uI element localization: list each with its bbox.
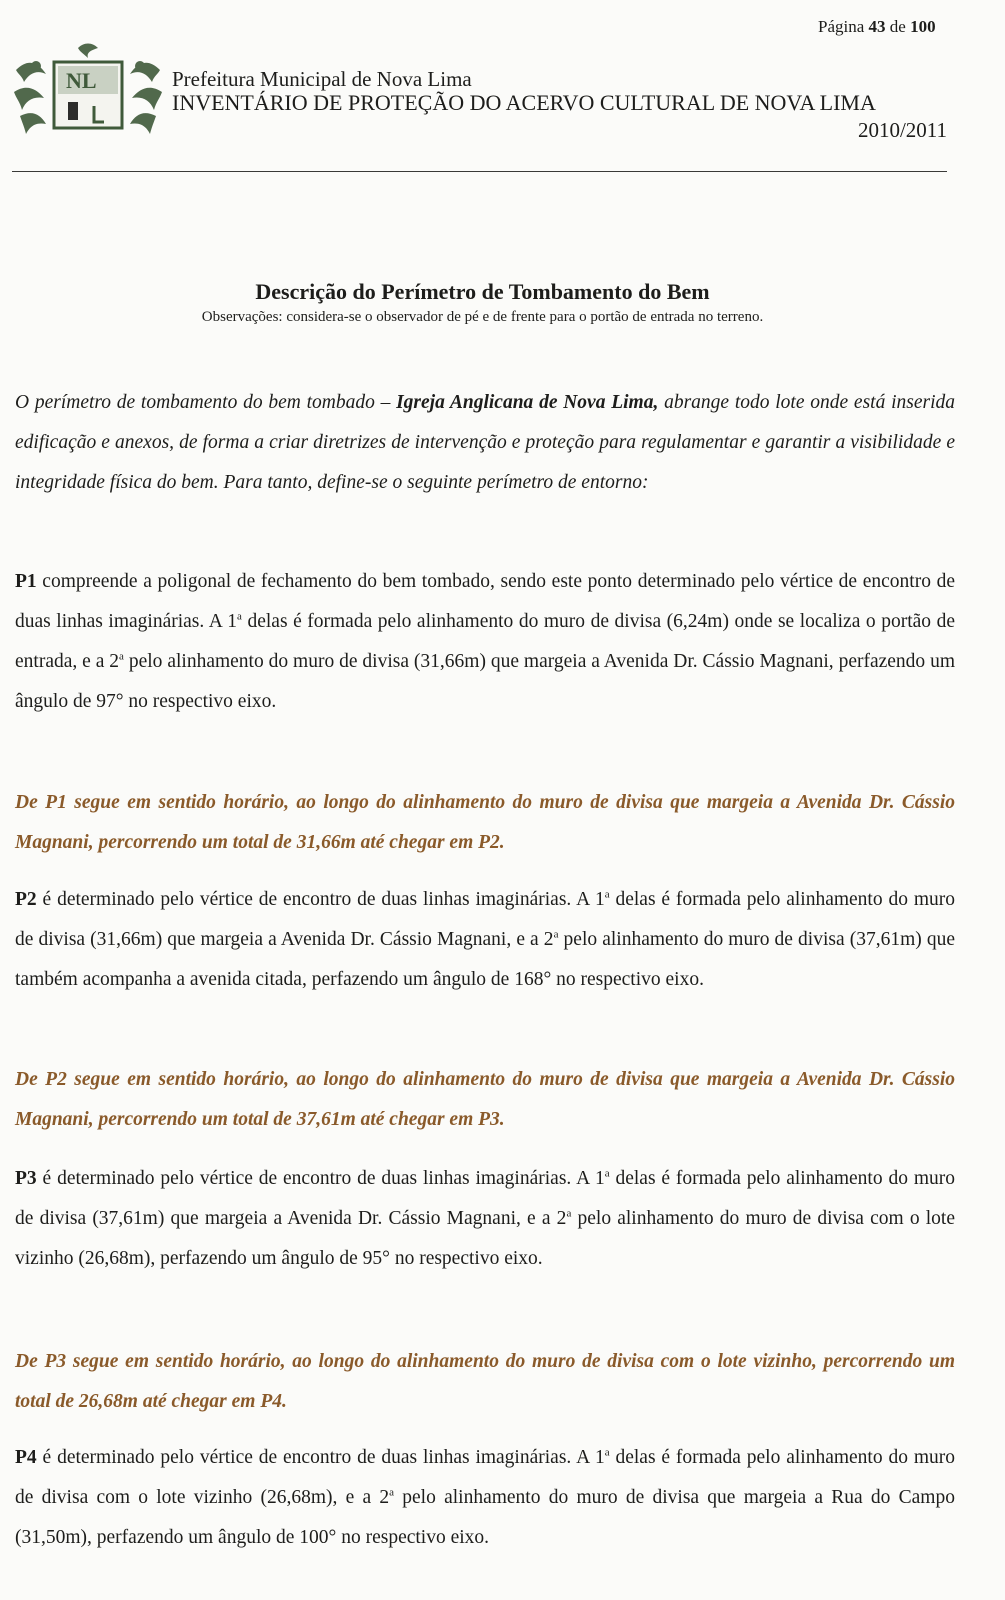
section-title: Descrição do Perímetro de Tombamento do Bem [255,279,710,304]
segment-p3-p4: De P3 segue em sentido horário, ao longo do alinhamento do muro de divisa com o lote vizinho, percorrendo um total de 26,68m até chegar em P4. [15,1351,955,1412]
header-org: Prefeitura Municipal de Nova Lima [172,67,472,91]
point-label: P3 [15,1168,37,1189]
page-number: Página 43 de 100 [818,17,936,36]
point-paragraph-p2: P2 é determinado pelo vértice de encontro de duas linhas imaginárias. A 1$^a$ delas é formada pelo alinhamento do muro de divisa (31,66m) que margeia a Avenida Dr. Cássio Magnani, e a 2$^a$ pelo alinhamento do muro de divisa (37,61m) que também acompanha a avenida citada, perfazendo um ângulo de 168° no respectivo eixo. [15,888,955,990]
intro-paragraph: O perímetro de tombamento do bem tombado – Igreja Anglicana de Nova Lima, abrange todo lote onde está inserida edificação e anexos, de forma a criar diretrizes de intervenção e proteção para regulamentar e garantir a visibilidade e integridade física do bem. Para tanto, define-se o seguinte perímetro de entorno: [15,392,956,493]
point-label: P1 [15,571,37,592]
crest-letter-n: NL [66,68,97,93]
segment-p2-p3: De P2 segue em sentido horário, ao longo do alinhamento do muro de divisa que margeia a Avenida Dr. Cássio Magnani, percorrendo um total de 37,61m até chegar em P3. [15,1069,955,1130]
segment-p1-p2: De P1 segue em sentido horário, ao longo do alinhamento do muro de divisa que margeia a Avenida Dr. Cássio Magnani, percorrendo um total de 31,66m até chegar em P2. [15,792,955,853]
header-inventory-title: INVENTÁRIO DE PROTEÇÃO DO ACERVO CULTURAL DE NOVA LIMA [172,90,876,115]
monument-name: Igreja Anglicana de Nova Lima, [396,392,659,413]
header-divider [12,171,947,172]
header-year: 2010/2011 [857,118,947,142]
point-paragraph-p3: P3 é determinado pelo vértice de encontro de duas linhas imaginárias. A 1$^a$ delas é formada pelo alinhamento do muro de divisa (37,61m) que margeia a Avenida Dr. Cássio Magnani, e a 2$^a$ pelo alinhamento do muro de divisa com o lote vizinho (26,68m), perfazendo um ângulo de 95° no respectivo eixo. [15,1167,955,1269]
section-observation: Observações: considera-se o observador de pé e de frente para o portão de entrada no terreno. [201,309,764,325]
crest-logo [8,40,168,138]
point-label: P4 [15,1447,37,1468]
point-paragraph-p1: P1 compreende a poligonal de fechamento do bem tombado, sendo este ponto determinado pelo vértice de encontro de duas linhas imaginárias. A 1$^a$ delas é formada pelo alinhamento do muro de divisa (6,24m) onde se localiza o portão de entrada, e a 2$^a$ pelo alinhamento do muro de divisa (31,66m) que margeia a Avenida Dr. Cássio Magnani, perfazendo um ângulo de 97° no respectivo eixo. [15,571,955,712]
point-paragraph-p4: P4 é determinado pelo vértice de encontro de duas linhas imaginárias. A 1$^a$ delas é formada pelo alinhamento do muro de divisa com o lote vizinho (26,68m), e a 2$^a$ pelo alinhamento do muro de divisa que margeia a Rua do Campo (31,50m), perfazendo um ângulo de 100° no respectivo eixo. [15,1446,955,1548]
point-label: P2 [15,889,37,910]
